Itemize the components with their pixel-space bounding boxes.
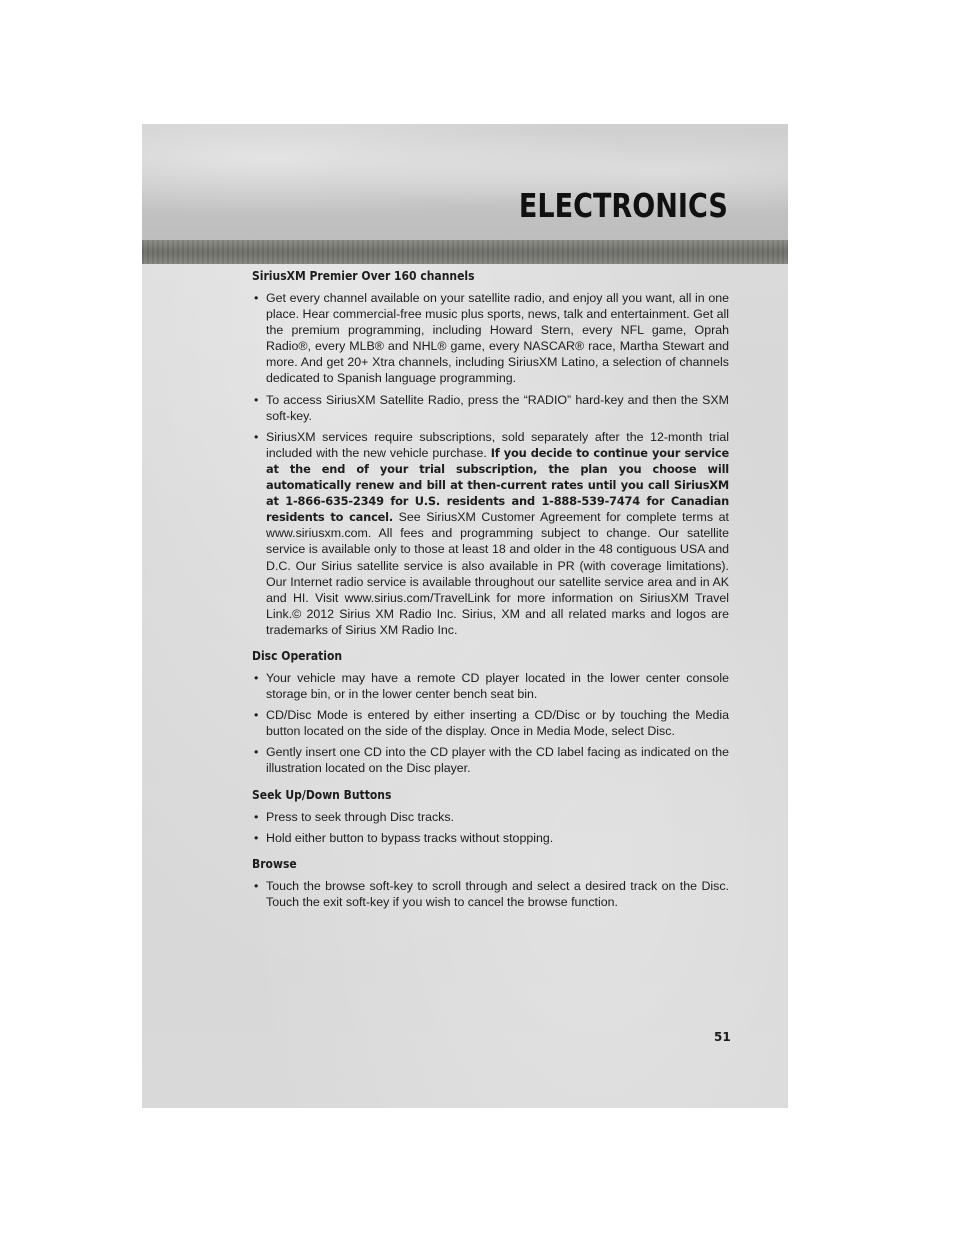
list-item-text: Hold either button to bypass tracks without stopping. <box>266 830 554 845</box>
list-item-text: See SiriusXM Customer Agreement for complete terms at www.siriusxm.com. All fees and programming subject to change. Our satellite service is available only to those at least 18 and older in the 48 contiguous USA and D.C. Our Sirius satellite service is also available in PR (with coverage limitations). Our Internet radio service is available throughout our satellite service area and in AK and HI. Visit www.sirius.com/TravelLink for more information on SiriusXM Travel Link.© 2012 Sirius XM Radio Inc. Sirius, XM and all related marks and logos are trademarks of Sirius XM Radio Inc. <box>266 510 729 637</box>
list-item <box>252 809 729 825</box>
section-heading: Seek Up/Down Buttons <box>252 787 392 802</box>
list-item <box>252 707 729 739</box>
section-heading: Disc Operation <box>252 648 343 663</box>
list-item <box>252 290 729 387</box>
manual-page <box>142 124 788 1108</box>
bullet-icon: • <box>254 809 259 824</box>
bullet-icon: • <box>254 878 259 893</box>
bullet-icon: • <box>254 830 259 845</box>
header-band <box>142 240 788 264</box>
list-item <box>252 744 729 776</box>
list-item-text: Gently insert one CD into the CD player with the CD label facing as indicated on the illustration located on the Disc player. <box>266 745 729 776</box>
bullet-list <box>252 809 729 846</box>
list-item-text: Touch the browse soft-key to scroll through and select a desired track on the Disc. Touch the exit soft-key if you wish to cancel the browse function. <box>266 878 729 909</box>
section-disc-operation <box>252 648 729 777</box>
bullet-icon: • <box>254 708 259 723</box>
list-item <box>252 878 729 910</box>
list-item <box>252 392 729 424</box>
list-item-text: CD/Disc Mode is entered by either inserting a CD/Disc or by touching the Media button located on the side of the display. Once in Media Mode, select Disc. <box>266 708 729 739</box>
list-item-text: Get every channel available on your satellite radio, and enjoy all you want, all in one place. Hear commercial-free music plus sports, news, talk and entertainment. Get all the premium programming, including Howard Stern, every NFL game, Oprah Radio®, every MLB® and NHL® game, every NASCAR® race, Martha Stewart and more. And get 20+ Xtra channels, including SiriusXM Latino, a selection of channels dedicated to Spanish language programming. <box>266 291 729 386</box>
list-item <box>252 830 729 846</box>
section-heading: SiriusXM Premier Over 160 channels <box>252 269 475 283</box>
list-item-text: Press to seek through Disc tracks. <box>266 809 454 824</box>
subscription-notice: If you decide to continue your service at the end of your trial subscription, the plan you choose will automatically renew and bill at then-current rates until you call SiriusXM at 1-866-635-2349 for U.S. residents and 1-888-539-7474 for Canadian residents to cancel. <box>266 445 729 525</box>
bullet-list <box>252 670 729 777</box>
bullet-icon: • <box>254 392 259 407</box>
section-siriusxm-premier <box>252 268 729 638</box>
page-number: 51 <box>714 1030 731 1044</box>
list-item-text: Your vehicle may have a remote CD player located in the lower center console storage bin, or in the lower center bench seat bin. <box>266 670 729 702</box>
list-item <box>252 670 729 702</box>
page-content <box>252 268 729 920</box>
bullet-icon: • <box>254 670 259 685</box>
section-heading: Browse <box>252 856 297 871</box>
list-item-text: To access SiriusXM Satellite Radio, press the “RADIO” hard-key and then the SXM soft-key. <box>266 392 729 423</box>
section-title: ELECTRONICS <box>519 186 728 225</box>
list-item-text: SiriusXM services require subscriptions, sold separately after the 12-month trial included with the new vehicle purchase. <box>266 429 729 460</box>
list-item <box>252 429 729 638</box>
page-header <box>142 124 788 240</box>
bullet-list <box>252 290 729 638</box>
section-browse <box>252 856 729 910</box>
bullet-icon: • <box>254 429 259 444</box>
bullet-icon: • <box>254 291 259 305</box>
bullet-list <box>252 878 729 910</box>
bullet-icon: • <box>254 745 259 760</box>
section-seek-buttons <box>252 787 729 846</box>
